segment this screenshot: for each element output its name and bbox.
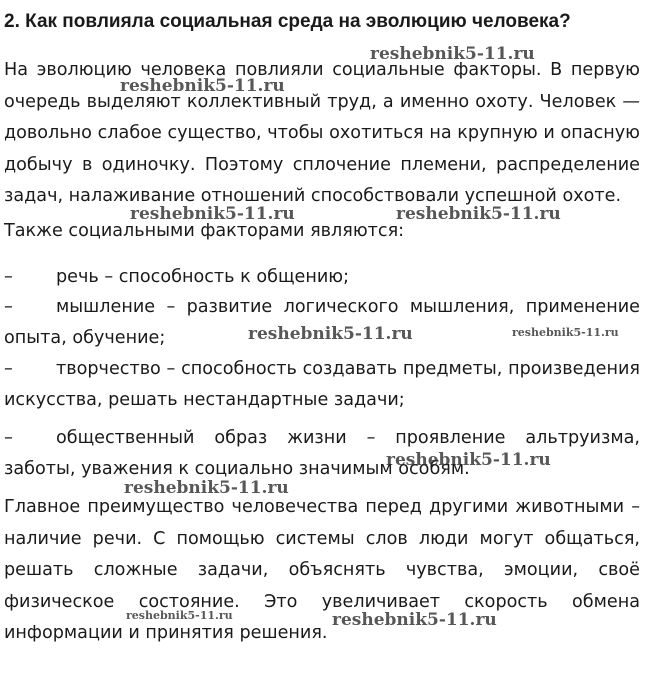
watermark: reshebnik5-11.ru — [248, 324, 413, 344]
watermark: reshebnik5-11.ru — [370, 44, 535, 64]
paragraph-speech-advantage: Главное преимущество человечества перед другими животными – наличие речи. С помощью системы слов люди могут общаться, решать сложные задачи, объяснять чувства, эмоции, своё физическое состояние. Это увеличивает скорость обмена информации и принятия решения. — [4, 497, 640, 643]
list-dash: – — [4, 297, 13, 317]
list-item-creativity — [4, 354, 640, 416]
paragraph-social-factors: На эволюцию человека повлияли социальные факторы. В первую очередь выделяют коллективный труд, а именно охоту. Человек — довольно слабое существо, чтобы охотиться на крупную и опасную добычу в одиночку. Поэтому сплочение племени, распределение задач, налаживание отношений способствовали успешной охоте. — [4, 60, 640, 206]
watermark: reshebnik5-11.ru — [396, 204, 561, 224]
list-item-text: творчество – способность создавать предметы, произведения искусства, решать нестандартные задачи; — [4, 359, 640, 410]
watermark: reshebnik5-11.ru — [126, 609, 233, 622]
list-dash: – — [4, 359, 13, 379]
watermark: reshebnik5-11.ru — [332, 610, 497, 630]
question-title: 2. Как повлияла социальная среда на эволюцию человека? — [4, 11, 571, 32]
list-item-social-life — [4, 423, 640, 485]
list-item-text: общественный образ жизни – проявление альтруизма, заботы, уважения к социально значимым особям. — [4, 428, 640, 479]
list-item-text: речь – способность к общению; — [56, 267, 350, 287]
watermark: reshebnik5-11.ru — [120, 76, 285, 96]
list-item-text: мышление – развитие логического мышления, применение опыта, обучение; — [4, 297, 640, 348]
watermark: reshebnik5-11.ru — [130, 204, 295, 224]
list-item-thinking — [4, 292, 640, 354]
watermark: reshebnik5-11.ru — [512, 326, 619, 339]
list-dash: – — [4, 428, 13, 448]
watermark: reshebnik5-11.ru — [386, 450, 551, 470]
watermark: reshebnik5-11.ru — [124, 478, 289, 498]
list-item-speech — [4, 262, 640, 293]
list-dash: – — [4, 267, 13, 287]
paragraph-also-factors: Также социальными факторами являются: — [4, 221, 405, 241]
